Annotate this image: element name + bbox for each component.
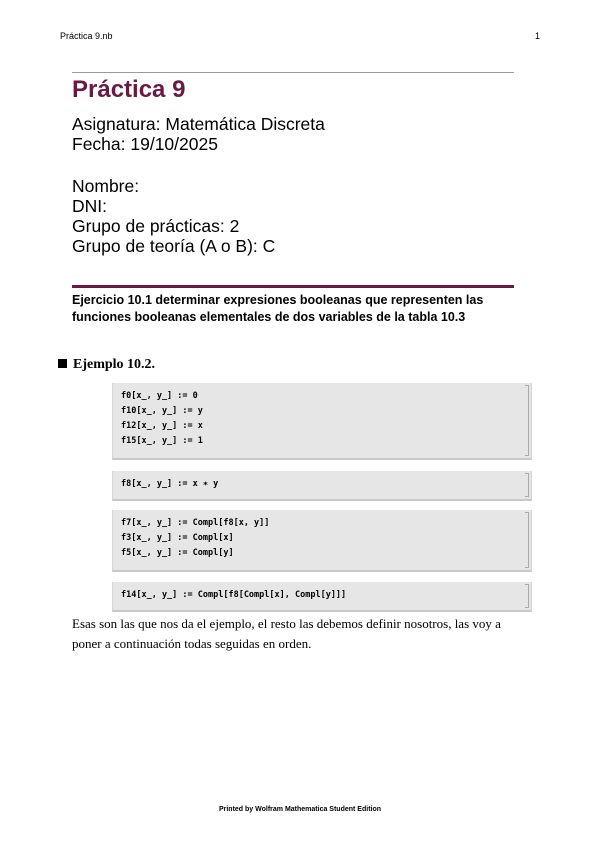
- code-line: f3[x_, y_] := Compl[x]: [121, 533, 234, 543]
- code-line: f12[x_, y_] := x: [121, 421, 203, 431]
- exercise-heading: Ejercicio 10.1 determinar expresiones booleanas que representen las funciones booleanas elementales de dos variables de la tabla 10.3: [72, 293, 484, 324]
- cell-bracket[interactable]: [525, 512, 529, 568]
- dni-line: DNI:: [72, 196, 107, 216]
- code-line: f14[x_, y_] := Compl[f8[Compl[x], Compl[y]]]: [121, 590, 347, 600]
- footer-note: Printed by Wolfram Mathematica Student Edition: [218, 806, 382, 813]
- name-line: Nombre:: [72, 176, 140, 196]
- subject-line: Asignatura: Matemática Discreta: [72, 114, 325, 134]
- date-line: Fecha: 19/10/2025: [72, 134, 218, 154]
- top-divider: [72, 72, 514, 73]
- input-cell-4[interactable]: [112, 582, 532, 612]
- code-line: f8[x_, y_] := x ∗ y: [121, 479, 219, 489]
- header-page-number: 1: [534, 31, 540, 41]
- student-info: [72, 176, 275, 256]
- practice-group-line: Grupo de prácticas: 2: [72, 216, 240, 236]
- header-filename: Práctica 9.nb: [60, 31, 113, 41]
- input-cell-3[interactable]: [112, 510, 532, 572]
- subsection-title: Ejemplo 10.2.: [73, 357, 156, 372]
- course-info: [72, 114, 325, 154]
- cell-bracket[interactable]: [525, 385, 529, 456]
- code-line: f0[x_, y_] := 0: [121, 391, 198, 401]
- code-line: f15[x_, y_] := 1: [121, 436, 203, 446]
- code-line: f5[x_, y_] := Compl[y]: [121, 548, 234, 558]
- input-cell-2[interactable]: [112, 471, 532, 501]
- text-paragraph: Esas son las que nos da el ejemplo, el resto las debemos definir nosotros, las voy a poner a continuación todas seguidas en orden.: [72, 616, 501, 651]
- code-line: f7[x_, y_] := Compl[f8[x, y]]: [121, 518, 270, 528]
- cell-bracket[interactable]: [525, 473, 529, 497]
- theory-group-line: Grupo de teoría (A o B): C: [72, 236, 276, 256]
- code-line: f10[x_, y_] := y: [121, 406, 203, 416]
- cell-bracket[interactable]: [525, 584, 529, 608]
- input-cell-1[interactable]: [112, 383, 532, 460]
- section-divider: [72, 285, 514, 288]
- page-title: Práctica 9: [72, 76, 186, 103]
- bullet-square-icon: [58, 359, 67, 368]
- subsection-heading[interactable]: [58, 357, 155, 373]
